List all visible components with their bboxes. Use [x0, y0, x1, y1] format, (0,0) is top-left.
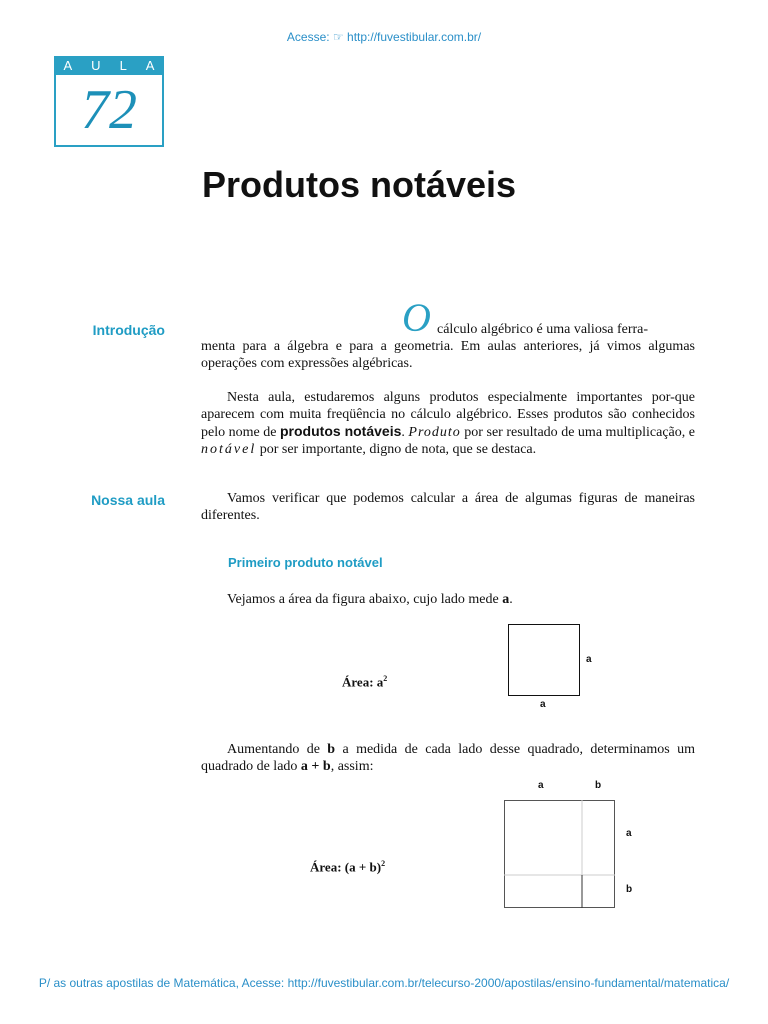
square2-divisions	[504, 800, 615, 908]
area-label-1	[342, 674, 387, 690]
area-label-2	[310, 859, 385, 875]
text-run: Vejamos a área da figura abaixo, cujo lado mede	[227, 592, 503, 607]
square2-top-label-a: a	[538, 780, 544, 791]
area-exponent: 2	[383, 674, 388, 683]
intro-paragraph: menta para a álgebra e para a geometria. Em aulas anteriores, já vimos algumas operações com expressões algébricas.	[201, 339, 695, 371]
square2-right-label-b: b	[626, 884, 633, 895]
bold-term: produtos notáveis	[280, 423, 402, 439]
text-run: Aumentando de	[227, 742, 328, 757]
aula-letter: A	[145, 58, 155, 73]
drop-cap: O	[402, 295, 431, 340]
header-link[interactable]: Acesse: ☞ http://fuvestibular.com.br/	[286, 30, 482, 44]
text-run: .	[509, 592, 513, 607]
area-text: Área: a	[342, 674, 384, 690]
aula-tag	[54, 56, 164, 75]
square-side-label: a	[540, 699, 546, 710]
text-run: por ser importante, digno de nota, que se destaca.	[256, 442, 537, 457]
aula-letter: U	[91, 58, 101, 73]
section-label-nossa-aula: Nossa aula	[91, 492, 165, 508]
square-a	[508, 624, 580, 696]
bold-term: a	[502, 592, 510, 607]
nossa-aula-paragraph: Vamos verificar que podemos calcular a área de algumas figuras de maneiras diferentes.	[201, 491, 695, 523]
paragraph-produtos-notaveis	[201, 389, 695, 458]
aula-letter: A	[63, 58, 73, 73]
intro-first-line: cálculo algébrico é uma valiosa ferra-	[437, 322, 649, 337]
square2-right-label-a: a	[626, 828, 632, 839]
italic-term: notável	[201, 442, 257, 457]
paragraph-a-plus-b	[201, 741, 695, 775]
area-exponent: 2	[381, 859, 386, 868]
section-label-introducao: Introdução	[92, 322, 165, 338]
italic-term: Produto	[408, 425, 461, 440]
footer-link[interactable]: P/ as outras apostilas de Matemática, Acesse: http://fuvestibular.com.br/telecurso-2000/apostilas/ensino-fundamental/matematica/	[38, 976, 730, 990]
page-title: Produtos notáveis	[202, 164, 517, 205]
text-run: por ser resultado de uma multiplicação, e	[460, 425, 695, 440]
text-run: Nesta aula, estudaremos alguns produtos especialmente importantes por-que aparecem com muita freqüência no cálculo algébrico. Esses produtos são conhecidos pelo nome de	[201, 390, 695, 440]
square2-top-label-b: b	[595, 780, 602, 791]
square-side-label: a	[586, 654, 592, 665]
bold-term: a + b	[300, 759, 331, 774]
area-text: Área: (a + b)	[310, 859, 382, 875]
aula-letter: L	[119, 58, 127, 73]
subheading: Primeiro produto notável	[228, 555, 383, 570]
text-run: , assim:	[330, 759, 374, 774]
lesson-number: 72	[54, 75, 164, 147]
bold-term: b	[327, 742, 336, 757]
text-run: .	[401, 425, 409, 440]
fig1-intro-text	[201, 591, 695, 608]
text-run: a medida de cada lado desse quadrado, determinamos um quadrado de lado	[201, 742, 696, 774]
